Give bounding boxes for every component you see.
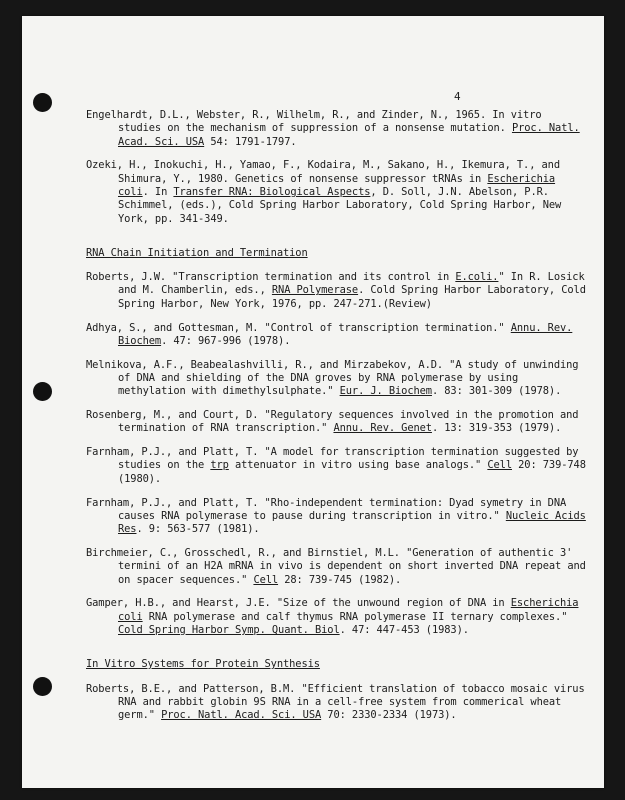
reference-adhya: Adhya, S., and Gottesman, M. "Control of transcription termination." Annu. Rev. Biochem. 47: 967-996 (1978). [86, 321, 573, 347]
reference-rosenberg: Rosenberg, M., and Court, D. "Regulatory sequences involved in the promotion and termination of RNA transcription." Annu. Rev. Genet. 13: 319-353 (1979). [86, 409, 579, 435]
reference-melnikova: Melnikova, A.F., Beabealashvilli, R., and Mirzabekov, A.D. "A study of unwinding of DNA and shielding of the DNA groves by RNA polymerase by using methylation with dimethylsulphate." Eur. J. Biochem. 83: 301-309 (1978). [86, 358, 579, 398]
binder-hole-bottom [33, 677, 52, 696]
reference-gamper: Gamper, H.B., and Hearst, J.E. "Size of the unwound region of DNA in Escherichia coli RNA polymerase and calf thymus RNA polymerase II ternary complexes." Cold Spring Harbor Symp. Quant. Biol. 47: 447-453 (1983). [86, 597, 579, 636]
reference-roberts-be: Roberts, B.E., and Patterson, B.M. "Efficient translation of tobacco mosaic virus RNA and rabbit globin 9S RNA in a cell-free system from commerical wheat germ." Proc. Natl. Acad. Sci. USA 70: 2330-2334 (1973). [86, 682, 585, 722]
reference-farnham-1981: Farnham, P.J., and Platt, T. "Rho-independent termination: Dyad symetry in DNA causes RNA polymerase to pause during transcription in vitro." Nucleic Acids Res. 9: 563-577 (1981). [86, 496, 586, 536]
reference-list [86, 109, 586, 733]
binder-hole-middle [33, 382, 52, 401]
reference-birchmeier: Birchmeier, C., Grosschedl, R., and Birnstiel, M.L. "Generation of authentic 3' termini of an H2A mRNA in vivo is dependent on short inverted DNA repeat and on spacer sequences." Cell 28: 739-745 (1982). [86, 546, 586, 586]
section-heading-rna-chain: RNA Chain Initiation and Termination [86, 246, 308, 259]
binder-hole-top [33, 93, 52, 112]
reference-ozeki: Ozeki, H., Inokuchi, H., Yamao, F., Kodaira, M., Sakano, H., Ikemura, T., and Shimura, Y., 1980. Genetics of nonsense suppressor tRNAs in Escherichia coli. In Transfer RNA: Biological Aspects, D. Soll, J.N. Abelson, P.R. Schimmel, (eds.), Cold Spring Harbor Laboratory, Cold Spring Harbor, New York, pp. 341-349. [86, 159, 562, 225]
reference-engelhardt: Engelhardt, D.L., Webster, R., Wilhelm, R., and Zinder, N., 1965. In vitro studies on the mechanism of suppression of a nonsense mutation. Proc. Natl. Acad. Sci. USA 54: 1791-1797. [86, 109, 580, 148]
section-heading-in-vitro: In Vitro Systems for Protein Synthesis [86, 658, 320, 671]
page-number: 4 [454, 90, 461, 103]
reference-farnham-1980: Farnham, P.J., and Platt, T. "A model for transcription termination suggested by studies on the trp attenuator in vitro using base analogs." Cell 20: 739-748 (1980). [86, 446, 586, 485]
reference-roberts-jw: Roberts, J.W. "Transcription termination and its control in E.coli." In R. Losick and M. Chamberlin, eds., RNA Polymerase. Cold Spring Harbor Laboratory, Cold Spring Harbor, New York, 1976, pp. 247-271.(Review) [86, 271, 586, 310]
